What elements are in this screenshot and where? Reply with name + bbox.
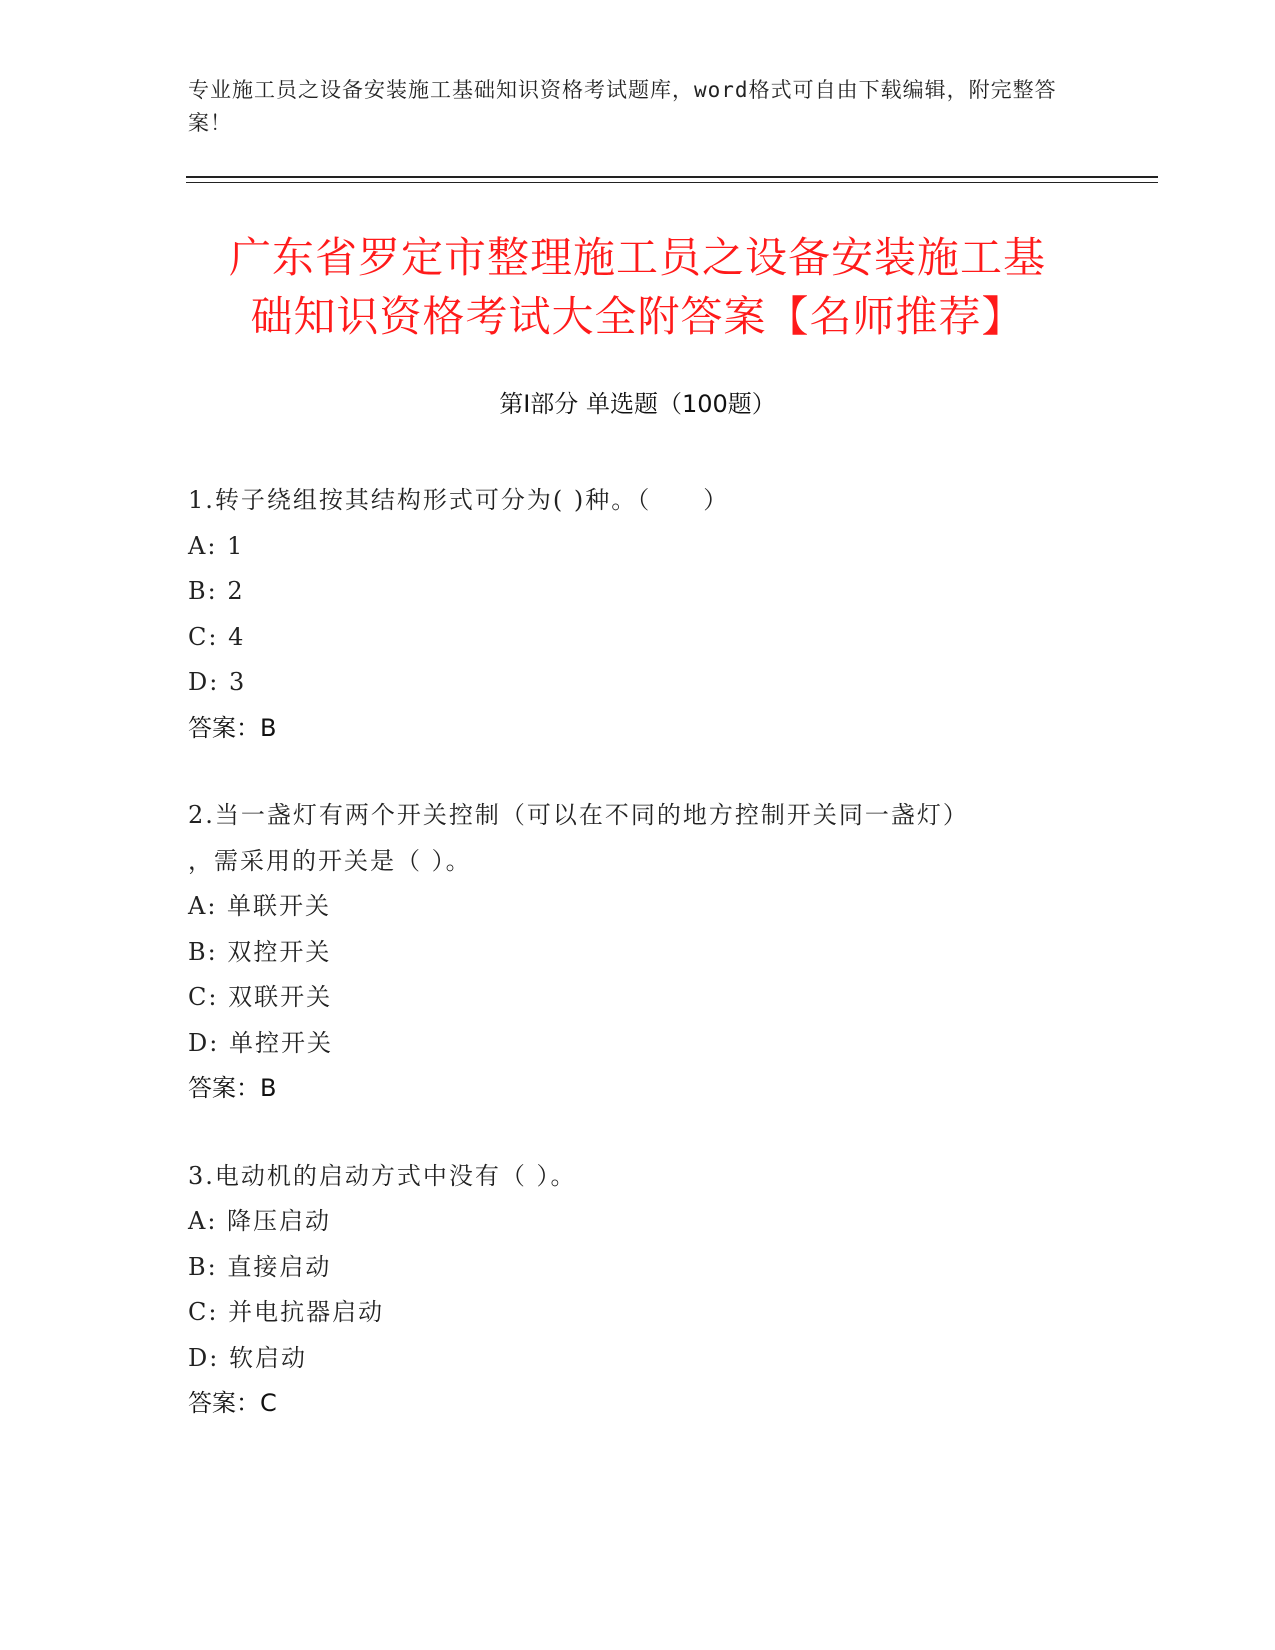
question-stem: 1.转子绕组按其结构形式可分为( )种。（ ） xyxy=(188,486,730,514)
question-3 xyxy=(188,1154,1068,1427)
question-2 xyxy=(188,793,1068,1112)
header-rule-thin xyxy=(186,182,1158,183)
option-a: A: 单联开关 xyxy=(188,892,332,920)
option-c: C: 双联开关 xyxy=(188,983,333,1011)
answer-line: 答案：B xyxy=(188,1074,277,1102)
question-stem: 3.电动机的启动方式中没有（ ）。 xyxy=(188,1161,577,1190)
option-d: D: 单控开关 xyxy=(188,1028,333,1057)
header-rule-thick xyxy=(186,176,1158,178)
question-stem-line-2: ，需采用的开关是（ ）。 xyxy=(188,846,472,875)
question-list xyxy=(188,478,1068,1469)
section-heading: 第Ⅰ部分 单选题（100题） xyxy=(499,390,776,418)
option-b: B: 直接启动 xyxy=(188,1252,332,1281)
option-a: A: 1 xyxy=(188,531,245,560)
answer-line: 答案：C xyxy=(188,1389,277,1417)
answer-line: 答案：B xyxy=(188,713,277,742)
option-d: D: 软启动 xyxy=(188,1343,307,1372)
option-b: B: 2 xyxy=(188,577,245,605)
title-line-1: 广东省罗定市整理施工员之设备安装施工基 xyxy=(228,233,1046,282)
option-d: D: 3 xyxy=(188,668,247,696)
option-c: C: 4 xyxy=(188,622,246,651)
document-title xyxy=(150,228,1125,346)
title-line-2: 础知识资格考试大全附答案【名师推荐】 xyxy=(250,292,1025,341)
option-a: A: 降压启动 xyxy=(188,1207,332,1235)
option-b: B: 双控开关 xyxy=(188,937,332,966)
question-1 xyxy=(188,478,1068,751)
question-stem-line-1: 2.当一盏灯有两个开关控制（可以在不同的地方控制开关同一盏灯） xyxy=(188,801,969,829)
header-note: 专业施工员之设备安装施工基础知识资格考试题库，word格式可自由下载编辑，附完整答案！ xyxy=(188,78,1057,135)
option-c: C: 并电抗器启动 xyxy=(188,1298,385,1326)
